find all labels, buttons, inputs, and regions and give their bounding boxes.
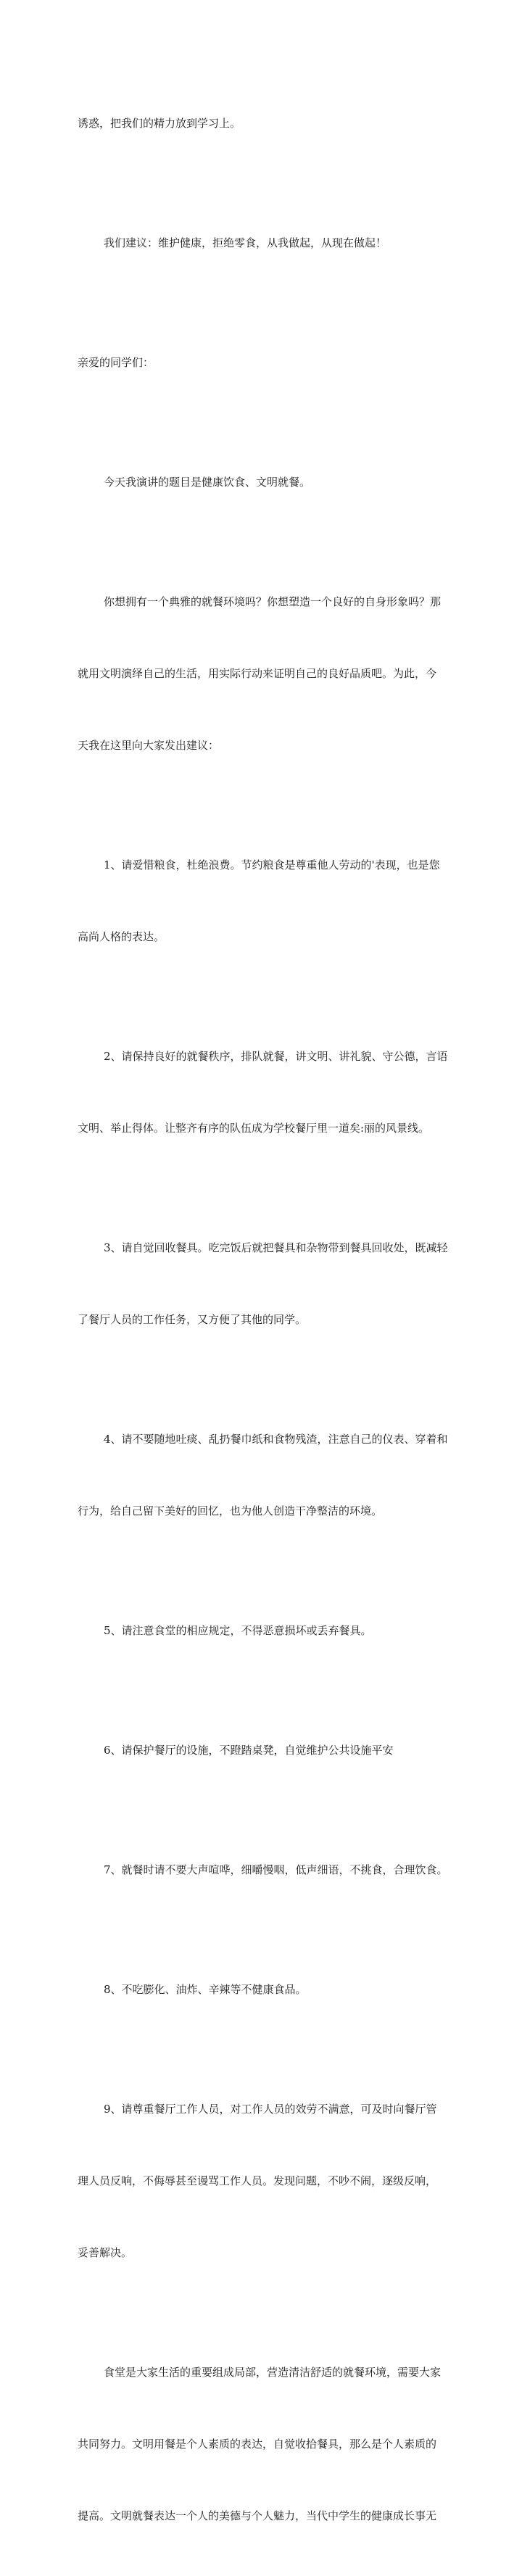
text-line: 文明、举止得体。让整齐有序的队伍成为学校餐厅里一道矣:丽的风景线。 <box>78 1122 430 1135</box>
text-line: 妥善解决。 <box>78 2246 133 2259</box>
text-line: 6、请保护餐厅的设施，不蹬踏桌凳，自觉维护公共设施平安 <box>104 1744 394 1757</box>
text-line: 食堂是大家生活的重要组成局部，营造清洁舒适的就餐环境，需要大家 <box>104 2366 442 2379</box>
text-line: 共同努力。文明用餐是个人素质的表达，自觉收拾餐具，那么是个人素质的 <box>78 2438 437 2451</box>
text-line: 9、请尊重餐厅工作人员，对工作人员的效劳不满意，可及时向餐厅管 <box>104 2103 437 2116</box>
list-item-1 <box>78 805 443 997</box>
text-line: 你想拥有一个典雅的就餐环境吗？你想塑造一个良好的自身形象吗？那 <box>104 595 442 608</box>
text-line: 今天我演讲的题目是健康饮食、文明就餐。 <box>104 476 311 489</box>
paragraph-suggestion <box>78 183 443 303</box>
text-line: 8、不吃膨化、油炸、辛辣等不健康食品。 <box>104 1983 307 1996</box>
text-line: 5、请注意食堂的相应规定，不得恶意损坏或丢弃餐具。 <box>104 1624 372 1637</box>
text-line: 1、请爱惜粮食，杜绝浪费。节约粮食是尊重他人劳动的'表现，也是您 <box>104 858 440 871</box>
list-item-6 <box>78 1691 443 1810</box>
text-line: 理人员反响，不侮辱甚至谩骂工作人员。发现问题，不吵不闹，逐级反响， <box>78 2174 437 2187</box>
list-item-2 <box>78 997 448 1188</box>
paragraph-intro-tail <box>78 64 443 183</box>
text-line: 了餐厅人员的工作任务，又方便了其他的同学。 <box>78 1313 307 1326</box>
list-item-5 <box>78 1571 443 1691</box>
text-line: 提高。文明就餐表达一个人的美德与个人魅力，当代中学生的健康成长事无 <box>78 2509 437 2522</box>
paragraph-question <box>78 542 443 805</box>
list-item-4 <box>78 1380 448 1571</box>
text-line: 高尚人格的表达。 <box>78 930 165 943</box>
list-item-7 <box>78 1810 448 1930</box>
text-line: 7、就餐时请不要大声喧哗，细嚼慢咽，低声细语，不挑食，合理饮食。 <box>104 1863 448 1876</box>
text-line: 诱惑，把我们的精力放到学习上。 <box>78 117 241 130</box>
text-line: 行为，给自己留下美好的回忆，也为他人创造干净整洁的环境。 <box>78 1504 383 1517</box>
text-line: 2、请保持良好的就餐秩序，排队就餐，讲文明、讲礼貌、守公德，言语 <box>104 1050 448 1063</box>
text-line: 天我在这里向大家发出建议： <box>78 739 220 752</box>
list-item-8 <box>78 1930 443 2050</box>
list-item-9 <box>78 2050 443 2313</box>
paragraph-closing <box>78 2313 443 2576</box>
text-line: 我们建议：维护健康，拒绝零食，从我做起，从现在做起！ <box>104 236 387 249</box>
text-line: 3、请自觉回收餐具。吃完饭后就把餐具和杂物带到餐具回收处，既减轻 <box>104 1241 448 1254</box>
text-line: 就用文明演绎自己的生活，用实际行动来证明自己的良好品质吧。为此，今 <box>78 667 437 680</box>
paragraph-topic <box>78 423 443 542</box>
list-item-3 <box>78 1188 448 1380</box>
text-line: 4、请不要随地吐痰、乱扔餐巾纸和食物残渣，注意自己的仪表、穿着和 <box>104 1433 448 1446</box>
text-line: 亲爱的同学们： <box>78 356 154 369</box>
document-body <box>78 64 448 2576</box>
paragraph-salutation <box>78 303 443 423</box>
